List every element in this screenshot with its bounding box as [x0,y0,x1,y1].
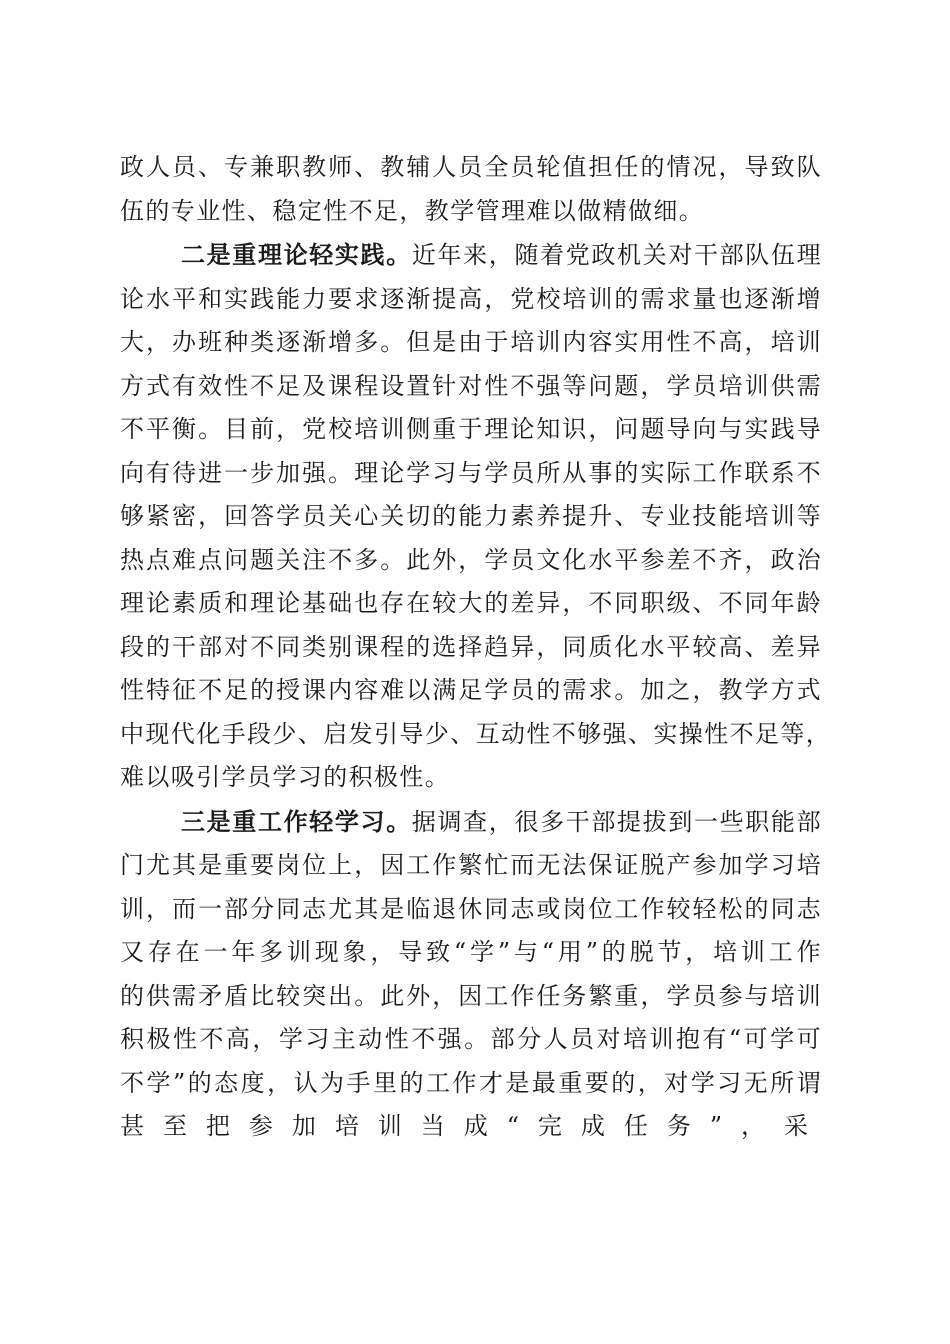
text-line-first [120,800,822,845]
text-line: 热点难点问题关注不多。此外，学员文化水平参差不齐，政治 [120,545,822,574]
text-line: 伍的专业性、稳定性不足，教学管理难以做精做细。 [120,196,705,225]
text-line: 又存在一年多训现象，导致“学”与“用”的脱节，培训工作 [120,938,822,966]
document-page [120,146,832,1149]
paragraph-lead-heading: 二是重理论轻实践。 [181,240,412,269]
text-line: 方式有效性不足及课程设置针对性不强等问题，学员培训供需 [120,371,822,400]
text-line: 向有待进一步加强。理论学习与学员所从事的实际工作联系不 [120,458,822,487]
paragraph-lead-heading: 三是重工作轻学习。 [181,806,412,836]
text-line: 的供需矛盾比较突出。此外，因工作任务繁重，学员参与培训 [120,981,822,1010]
text-line: 训，而一部分同志尤其是临退休同志或岗位工作较轻松的同志 [120,894,822,923]
paragraph-theory-over-practice [120,233,832,800]
text-line: 段的干部对不同类别课程的选择趋异，同质化水平较高、差异 [120,632,822,661]
text-line: 理论素质和理论基础也存在较大的差异，不同职级、不同年龄 [120,589,822,617]
text-run: 据调查，很多干部提拔到一些职能部 [411,807,822,836]
text-line-first [120,233,822,278]
text-line: 大，办班种类逐渐增多。但是由于培训内容实用性不高，培训 [120,328,822,356]
paragraph-work-over-study [120,800,822,1149]
text-line: 不学”的态度，认为手里的工作才是最重要的，对学习无所谓 [120,1068,822,1097]
text-line: 性特征不足的授课内容难以满足学员的需求。加之，教学方式 [120,676,822,704]
text-run: 近年来，随着党政机关对干部队伍理 [411,241,822,269]
text-line: 甚至把参加培训当成“完成任务”，采 [120,1112,822,1140]
text-line: 论水平和实践能力要求逐渐提高，党校培训的需求量也逐渐增 [120,284,822,313]
paragraph-continuation [120,146,822,233]
text-line: 政人员、专兼职教师、教辅人员全员轮值担任的情况，导致队 [120,153,822,181]
text-line: 中现代化手段少、启发引导少、互动性不够强、实操性不足等， [120,719,832,748]
text-line: 不平衡。目前，党校培训侧重于理论知识，问题导向与实践导 [120,415,822,443]
text-line: 门尤其是重要岗位上，因工作繁忙而无法保证脱产参加学习培 [120,851,822,879]
text-line: 够紧密，回答学员关心关切的能力素养提升、专业技能培训等 [120,502,822,530]
text-line: 积极性不高，学习主动性不强。部分人员对培训抱有“可学可 [120,1025,822,1053]
text-line: 难以吸引学员学习的积极性。 [120,763,451,791]
